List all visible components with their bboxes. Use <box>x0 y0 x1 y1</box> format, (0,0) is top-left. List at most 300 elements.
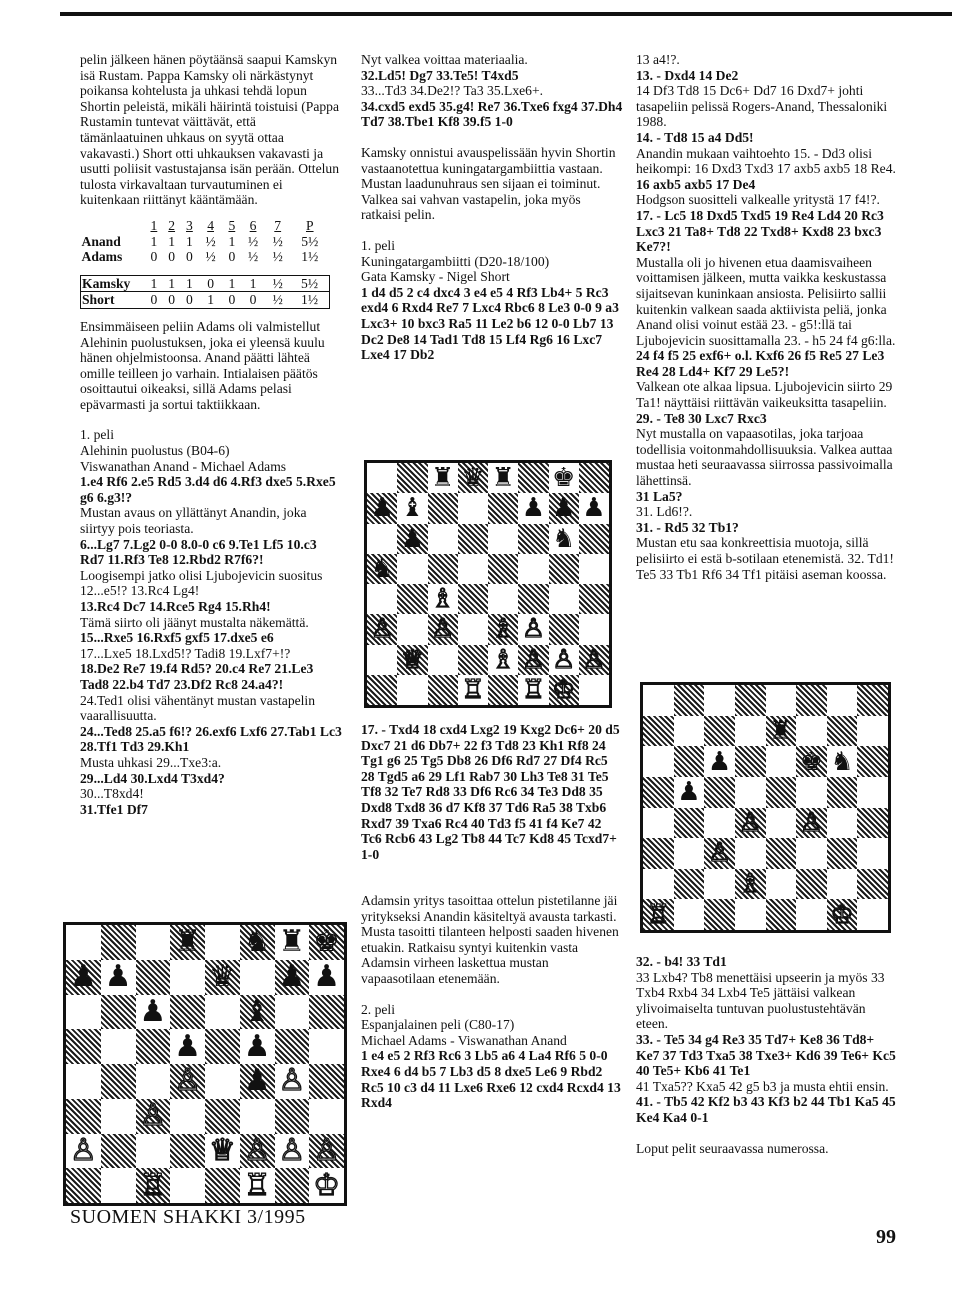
board-square <box>579 524 609 554</box>
board-square <box>205 1064 240 1099</box>
commentary-line: Michael Adams - Viswanathan Anand <box>361 1032 567 1048</box>
board-square <box>827 716 858 747</box>
black-pawn-icon: ♟ <box>370 493 394 524</box>
board-square <box>857 838 888 869</box>
board-square <box>136 925 171 960</box>
board-square <box>735 869 766 900</box>
board-square <box>309 995 344 1030</box>
board-square <box>170 1134 205 1169</box>
page-number: 99 <box>876 1226 896 1248</box>
game-moves: 15...Rxe5 16.Rxf5 gxf5 17.dxe5 e6 <box>80 630 274 646</box>
table-header-cell: 3 <box>186 217 193 233</box>
board-square <box>397 493 427 523</box>
black-pawn-icon: ♟ <box>707 746 732 777</box>
white-pawn-icon: ♙ <box>278 1064 306 1099</box>
white-pawn-icon: ♙ <box>582 644 606 675</box>
board-square <box>643 716 674 747</box>
board-square <box>518 584 548 614</box>
board-square <box>796 808 827 839</box>
white-pawn-icon: ♙ <box>551 644 576 675</box>
board-square <box>101 995 136 1030</box>
board-square <box>488 493 518 523</box>
board-square <box>170 925 205 960</box>
commentary-line: Nyt mustalla on vapaasotilas, joka tarjoaa todellisia voitonmahdollisuuksia. Valkea auttaa mustaa heti seuraavassa siirrossa passivoimalla lähettinsä. <box>636 426 893 489</box>
black-pawn-icon: ♟ <box>243 1029 271 1064</box>
score-cell: ½ <box>265 292 290 309</box>
white-bishop-icon: ♗ <box>430 584 455 615</box>
table-header-cell: 7 <box>274 217 282 233</box>
board-square <box>643 838 674 869</box>
score-cell: 1 <box>228 233 236 249</box>
score-cell: 1 <box>223 275 241 292</box>
board-square <box>674 685 705 716</box>
board-square <box>205 1134 240 1169</box>
black-knight-icon: ♞ <box>370 553 394 584</box>
black-pawn-icon: ♟ <box>174 1029 202 1064</box>
board-square <box>488 614 518 644</box>
board-square <box>704 808 735 839</box>
commentary-line: 13 a4!?. <box>636 52 680 67</box>
board-square <box>240 960 275 995</box>
total-cell: 5½ <box>290 275 329 292</box>
score-cell: 0 <box>168 249 176 265</box>
board-square <box>735 685 766 716</box>
board-square <box>458 554 488 584</box>
standings-table <box>80 218 330 309</box>
black-pawn-icon: ♟ <box>582 493 606 524</box>
body-paragraph: Kamsky onnistui avauspelissään hyvin Shortin vastaanotettua kuningatargambiittia vastaan. Mustan laadunuhraus sen sijaan ei toiminut. Valkea sai vahvan vastapelin, joka myös ratkaisi pelin. <box>361 144 616 223</box>
white-rook-icon: ♖ <box>646 899 670 930</box>
board-square <box>66 1029 101 1064</box>
game-moves: 13. - Dxd4 14 De2 <box>636 67 739 83</box>
table-header-cell: 5 <box>228 217 236 233</box>
board-square <box>428 645 458 675</box>
board-square <box>240 1099 275 1134</box>
board-square <box>428 675 458 705</box>
board-square <box>827 808 858 839</box>
score-cell: 1 <box>163 275 181 292</box>
white-pawn-icon: ♙ <box>139 1098 167 1134</box>
board-square <box>735 838 766 869</box>
black-rook-icon: ♜ <box>174 925 202 960</box>
commentary-line: Loogisempi jatko olisi Ljubojevicin suositus 12...e5!? 13.Rc4 Lg4! <box>80 567 323 599</box>
game-moves: 13.Rc4 Dc7 14.Rce5 Rg4 15.Rh4! <box>80 599 271 614</box>
score-cell: 1 <box>168 233 176 249</box>
commentary-line: 24.Ted1 olisi vähentänyt mustan vastapelin vaarallisuutta. <box>80 692 316 724</box>
board-square <box>674 838 705 869</box>
black-queen-icon: ♛ <box>208 959 236 995</box>
board-square <box>309 925 344 960</box>
board-square <box>458 463 488 493</box>
game-moves: 31 La5? <box>636 488 683 504</box>
board-square <box>101 960 136 995</box>
game-moves: 31.Tfe1 Df7 <box>80 801 148 817</box>
board-square <box>735 808 766 839</box>
board-square <box>275 1099 310 1134</box>
board-square <box>549 584 579 614</box>
board-square <box>766 838 797 869</box>
commentary-line: Anandin mukaan vaihtoehto 15. - Dd3 olisi heikompi: 16 Dxd3 Txd3 17 axb5 axb5 18 Re4. <box>636 145 896 177</box>
black-knight-icon: ♞ <box>830 746 854 777</box>
board-square <box>367 675 397 705</box>
black-knight-icon: ♞ <box>551 523 576 554</box>
board-square <box>458 675 488 705</box>
board-square <box>549 524 579 554</box>
white-pawn-icon: ♙ <box>69 1133 97 1168</box>
table-spacer <box>81 265 330 276</box>
chess-diagram-2 <box>364 460 612 708</box>
table-header-cell: 6 <box>249 217 257 233</box>
black-pawn-icon: ♟ <box>313 959 341 995</box>
commentary-line: Gata Kamsky - Nigel Short <box>361 269 510 285</box>
white-bishop-icon: ♗ <box>738 869 762 900</box>
white-rook-icon: ♖ <box>139 1168 167 1203</box>
board-square <box>170 1064 205 1099</box>
board-square <box>579 675 609 705</box>
column-2 <box>361 52 623 363</box>
board-square <box>367 524 397 554</box>
table-header-cell <box>81 218 146 234</box>
board-square <box>704 869 735 900</box>
commentary-line: Alehinin puolustus (B04-6) <box>80 443 230 459</box>
board-square <box>488 524 518 554</box>
chess-diagram-1 <box>63 922 347 1206</box>
board-square <box>857 808 888 839</box>
board-square <box>428 584 458 614</box>
board-square <box>704 716 735 747</box>
board-square <box>397 584 427 614</box>
board-square <box>857 777 888 808</box>
column-2-lower <box>361 722 623 862</box>
black-pawn-icon: ♟ <box>677 777 701 808</box>
player-name: Anand <box>81 233 121 249</box>
board-square <box>549 463 579 493</box>
board-square <box>275 925 310 960</box>
commentary-line: 2. peli <box>361 1001 395 1017</box>
table-row <box>81 234 330 250</box>
black-rook-icon: ♜ <box>491 463 515 494</box>
commentary-line: Hodgson suositteli valkealle yritystä 17 f4!?. <box>636 192 880 208</box>
white-bishop-icon: ♗ <box>491 614 515 645</box>
score-cell: ½ <box>247 249 259 265</box>
board-square <box>643 777 674 808</box>
black-queen-icon: ♛ <box>461 463 485 494</box>
board-square <box>367 614 397 644</box>
board-square <box>136 1064 171 1099</box>
game-moves: 1.e4 Rf6 2.e5 Rd5 3.d4 d6 4.Rf3 dxe5 5.Rxe5 g6 6.g3!? <box>80 474 336 505</box>
board-square <box>674 808 705 839</box>
total-cell: 1½ <box>301 249 319 265</box>
board-square <box>857 899 888 930</box>
game-moves: 29...Ld4 30.Lxd4 T3xd4? <box>80 770 225 786</box>
black-king-icon: ♚ <box>313 925 341 960</box>
board-square <box>704 899 735 930</box>
board-square <box>66 995 101 1030</box>
score-cell: 0 <box>150 249 158 265</box>
board-square <box>397 614 427 644</box>
game-moves: 34.cxd5 exd5 35.g4! Re7 36.Txe6 fxg4 37.Dh4 Td7 38.Tbe1 Kf8 39.f5 1-0 <box>361 98 623 130</box>
commentary-line: 1. peli <box>361 237 395 253</box>
score-cell: 1 <box>186 233 193 249</box>
game-moves: 18.De2 Re7 19.f4 Rd5? 20.c4 Re7 21.Le3 Tad8 22.b4 Td7 23.Df2 Rc8 24.a4?! <box>80 661 314 692</box>
board-square <box>66 1064 101 1099</box>
board-square <box>579 645 609 675</box>
board-square <box>101 1168 136 1203</box>
commentary-line: Mustalla oli jo hivenen etua daamisvaiheen voittamisen jälkeen, mutta vaikka keskustassa sijaitsevan kuninkaan ansiosta. Pelisiirto sallii kuitenkin valkean saada aktiivista peliä, jonka Anand olisi voinut estää 23. - g5!:llä tai Ljubojevicin suosittamalla 23. - h5 24 f4 g6:lla. <box>636 254 896 348</box>
board-square <box>735 716 766 747</box>
game-moves: 29. - Te8 30 Lxc7 Rxc3 <box>636 410 767 426</box>
chess-diagram-3 <box>640 682 891 933</box>
score-cell: 0 <box>181 292 199 309</box>
commentary-line: Mustan avaus on yllättänyt Anandin, joka siirtyy pois teoriasta. <box>80 505 307 537</box>
commentary-line: Kuningatargambiitti (D20-18/100) <box>361 253 550 269</box>
black-pawn-icon: ♟ <box>104 959 132 995</box>
board-square <box>275 995 310 1030</box>
board-square <box>766 808 797 839</box>
white-pawn-icon: ♙ <box>243 1133 271 1168</box>
board-square <box>205 1168 240 1203</box>
score-cell: 1 <box>150 233 158 249</box>
board-square <box>766 716 797 747</box>
board-square <box>857 685 888 716</box>
board-square <box>367 554 397 584</box>
score-cell: ½ <box>205 233 216 249</box>
commentary-line: 14 Df3 Td8 15 Dc6+ Dd7 16 Dxd7+ johti tasapeliin pelissä Rogers-Anand, Thessaloniki 1988. <box>636 83 888 130</box>
score-cell: 0 <box>186 249 193 265</box>
board-square <box>579 584 609 614</box>
total-cell: 5½ <box>301 233 319 249</box>
board-square <box>518 524 548 554</box>
board-square <box>827 777 858 808</box>
white-pawn-icon: ♙ <box>313 1133 341 1168</box>
white-pawn-icon: ♙ <box>370 614 394 645</box>
board-square <box>827 838 858 869</box>
board-square <box>309 1029 344 1064</box>
table-row <box>81 292 330 309</box>
game-moves: 16 axb5 axb5 17 De4 <box>636 176 756 192</box>
board-square <box>827 869 858 900</box>
score-cell: 0 <box>228 249 236 265</box>
column-3 <box>636 52 898 582</box>
game-moves: 24 f4 f5 25 exf6+ o.l. Kxf6 26 f5 Re5 27 Le3 Re4 28 Ld4+ Kf7 29 Le5?! <box>636 348 885 379</box>
board-square <box>735 746 766 777</box>
game2-ending <box>636 954 898 1126</box>
commentary-line: 33 Lxb4? Tb8 menettäisi upseerin ja myös 33 Txb4 Rxb4 34 Lxb4 Te5 jättäisi valkean ylivoimaiselta tuntuvan puolustustehtävän eteen. <box>636 969 885 1032</box>
board-square <box>488 554 518 584</box>
white-bishop-icon: ♗ <box>491 644 515 675</box>
board-square <box>66 960 101 995</box>
board-square <box>428 614 458 644</box>
column-2-bottom <box>361 893 623 1111</box>
white-pawn-icon: ♙ <box>174 1064 202 1099</box>
game-moves: 24...Ted8 25.a5 f6!? 26.exf6 Lxf6 27.Tab1 Lc3 28.Tf1 Td3 29.Kh1 <box>80 723 342 755</box>
board-square <box>136 1029 171 1064</box>
board-square <box>735 777 766 808</box>
score-cell: 1 <box>241 275 266 292</box>
board-square <box>796 716 827 747</box>
score-cell: ½ <box>247 233 259 249</box>
board-square <box>796 777 827 808</box>
board-square <box>488 463 518 493</box>
board-square <box>275 1168 310 1203</box>
white-king-icon: ♔ <box>830 899 854 930</box>
board-square <box>170 995 205 1030</box>
score-cell: 1 <box>198 292 223 309</box>
board-square <box>205 960 240 995</box>
score-cell: 0 <box>145 292 163 309</box>
commentary-line: Espanjalainen peli (C80-17) <box>361 1017 515 1033</box>
column-1 <box>80 52 342 817</box>
black-rook-icon: ♜ <box>278 925 306 960</box>
board-square <box>397 463 427 493</box>
black-knight-icon: ♞ <box>243 925 271 960</box>
game1-conclusion <box>361 52 623 130</box>
table-row <box>81 249 330 265</box>
commentary-line: 31. Ld6!?. <box>636 504 693 520</box>
white-pawn-icon: ♙ <box>521 614 546 645</box>
black-pawn-icon: ♟ <box>69 959 97 995</box>
white-pawn-icon: ♙ <box>738 807 762 838</box>
game-adams-anand <box>361 1002 623 1111</box>
board-square <box>367 584 397 614</box>
player-name: Short <box>81 292 146 309</box>
board-square <box>309 1134 344 1169</box>
black-rook-icon: ♜ <box>769 715 793 746</box>
board-square <box>827 685 858 716</box>
black-bishop-icon: ♝ <box>243 994 271 1029</box>
board-square <box>458 614 488 644</box>
white-pawn-icon: ♙ <box>521 644 546 675</box>
white-pawn-icon: ♙ <box>278 1133 306 1168</box>
game-moves: 31. - Rd5 32 Tb1? <box>636 519 739 535</box>
board-square <box>170 960 205 995</box>
board-square <box>458 493 488 523</box>
board-square <box>101 1134 136 1169</box>
board-square <box>101 1064 136 1099</box>
game-anand-adams <box>80 427 342 817</box>
board-square <box>549 675 579 705</box>
board-square <box>458 584 488 614</box>
game-kamsky-short <box>361 238 623 363</box>
game-moves: 17. - Txd4 18 cxd4 Lxg2 19 Kxg2 Dc6+ 20 d5 Dxc7 21 d6 Db7+ 22 f3 Td8 23 Kh1 Rf8 24 Tg1 g6 25 Tg5 Db8 26 Df6 Rd7 27 Df4 Rc5 28 Tgd5 a6 29 Lf1 Rab7 30 Lh3 Te8 31 Te5 Tf8 32 Te7 Rd8 33 Df6 Rc6 34 Te3 Dd8 35 Dxd8 Txd8 36 d7 Kf8 37 Td6 Ra5 38 Txb6 Rxd7 39 Txa6 Rc4 40 Td3 f5 41 f4 Ke7 42 Tc6 Rcb6 43 Lg2 Tb8 44 Tc7 Kd8 45 Tcxd7+ 1-0 <box>361 722 620 862</box>
board-square <box>518 493 548 523</box>
board-square <box>66 1168 101 1203</box>
magazine-footer: SUOMEN SHAKKI 3/1995 <box>70 1206 306 1228</box>
board-square <box>170 1099 205 1134</box>
board-square <box>643 685 674 716</box>
score-cell: 0 <box>198 275 223 292</box>
board-square <box>367 463 397 493</box>
board-square <box>796 869 827 900</box>
board-square <box>643 899 674 930</box>
board-square <box>549 554 579 584</box>
commentary-line: Viswanathan Anand - Michael Adams <box>80 458 287 474</box>
black-pawn-icon: ♟ <box>551 493 576 524</box>
board-square <box>275 1029 310 1064</box>
black-pawn-icon: ♟ <box>521 493 546 524</box>
board-square <box>101 1029 136 1064</box>
commentary-line: Tämä siirto oli jäänyt mustalta näkemättä. <box>80 614 309 630</box>
commentary-line: 17...Lxe5 18.Lxd5!? Tadi8 19.Lxf7+!? <box>80 645 291 661</box>
commentary-line: 1. peli <box>80 427 114 443</box>
black-pawn-icon: ♟ <box>400 523 425 554</box>
board-square <box>428 554 458 584</box>
board-square <box>205 1099 240 1134</box>
commentary-line: Nyt valkea voittaa materiaalia. <box>361 52 528 67</box>
board-square <box>674 899 705 930</box>
board-square <box>309 1168 344 1203</box>
game-moves: 14. - Td8 15 a4 Dd5! <box>636 129 754 145</box>
board-square <box>674 746 705 777</box>
body-paragraph: Adamsin yritys tasoittaa ottelun pistetilanne jäi yritykseksi Anandin käsiteltyä avausta tarkasti. Musta tasoitti tilanteen helposti saaden hivenen etuakin. Ratkaisu syntyi kuitenkin vasta Adamsin virheen laskettua mustan vapaasotilaan etenemään. <box>361 893 619 986</box>
board-square <box>518 463 548 493</box>
black-rook-icon: ♜ <box>430 463 455 494</box>
black-pawn-icon: ♟ <box>139 994 167 1029</box>
board-square <box>240 925 275 960</box>
board-square <box>428 524 458 554</box>
board-square <box>240 1064 275 1099</box>
board-square <box>579 614 609 644</box>
table-header-cell: 4 <box>207 217 215 233</box>
game-moves: 32.Ld5! Dg7 33.Te5! T4xd5 <box>361 67 519 83</box>
board-square <box>136 1099 171 1134</box>
board-square <box>397 554 427 584</box>
commentary-line: 30...T8xd4! <box>80 786 144 802</box>
board-square <box>549 645 579 675</box>
white-queen-icon: ♕ <box>400 644 425 675</box>
board-square <box>309 1064 344 1099</box>
game-moves: 17. - Lc5 18 Dxd5 Txd5 19 Re4 Ld4 20 Rc3 Lxc3 21 Ta8+ Td8 22 Txd8+ Kxd8 23 bxc3 Ke7?! <box>636 207 884 255</box>
standings-header-row <box>81 218 330 234</box>
total-cell: 1½ <box>290 292 329 309</box>
closing-note: Loput pelit seuraavassa numerossa. <box>636 1140 829 1156</box>
header-rule <box>60 12 952 16</box>
board-square <box>428 463 458 493</box>
board-square <box>66 925 101 960</box>
board-square <box>674 869 705 900</box>
table-row <box>81 275 330 292</box>
white-rook-icon: ♖ <box>461 674 485 705</box>
board-square <box>518 645 548 675</box>
white-king-icon: ♔ <box>313 1168 341 1203</box>
board-square <box>579 554 609 584</box>
board-square <box>796 685 827 716</box>
board-square <box>458 645 488 675</box>
player-name: Adams <box>81 249 123 265</box>
white-pawn-icon: ♙ <box>430 614 455 645</box>
board-square <box>205 995 240 1030</box>
board-square <box>518 614 548 644</box>
game-moves: 41. - Tb5 42 Kf2 b3 43 Kf3 b2 44 Tb1 Ka5 45 Ke4 Ka4 0-1 <box>636 1094 896 1125</box>
game2-annotations <box>636 52 898 582</box>
board-square <box>857 716 888 747</box>
table-header-cell: P <box>305 217 314 233</box>
board-square <box>66 1134 101 1169</box>
board-square <box>857 746 888 777</box>
board-square <box>579 493 609 523</box>
board-square <box>240 1168 275 1203</box>
commentary-line: 33...Td3 34.De2!? Ta3 35.Lxe6+. <box>361 83 544 99</box>
commentary-line: Valkean ote alkaa lipsua. Ljubojevicin siirto 29 Ta1! näyttäisi riittävän vaikeuksitta tasapeliin. <box>636 379 893 411</box>
board-square <box>827 899 858 930</box>
white-rook-icon: ♖ <box>521 674 546 705</box>
board-square <box>488 645 518 675</box>
board-square <box>643 808 674 839</box>
board-square <box>275 960 310 995</box>
board-square <box>205 1029 240 1064</box>
board-square <box>796 746 827 777</box>
commentary-line: Musta uhkasi 29...Txe3:a. <box>80 754 222 770</box>
